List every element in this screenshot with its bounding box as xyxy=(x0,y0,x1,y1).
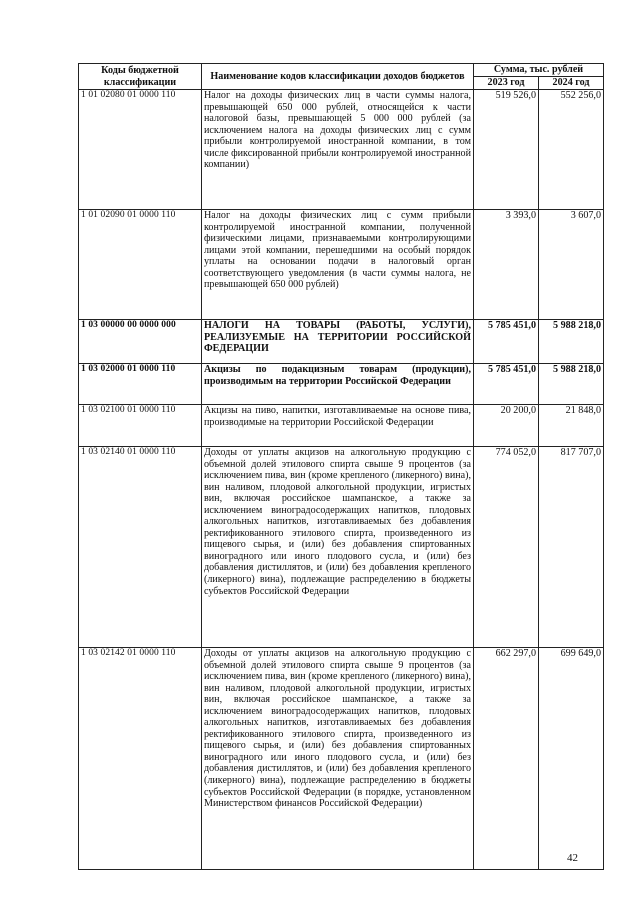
header-year-2024: 2024 год xyxy=(539,77,604,90)
row-code: 1 01 02080 01 0000 110 xyxy=(79,90,202,210)
row-amount-2024: 5 988 218,0 xyxy=(539,364,604,405)
table-row xyxy=(79,405,604,447)
header-year-2023: 2023 год xyxy=(474,77,539,90)
row-amount-2023: 5 785 451,0 xyxy=(474,320,539,364)
row-code: 1 03 02140 01 0000 110 xyxy=(79,447,202,648)
row-amount-2024: 699 649,0 xyxy=(539,648,604,870)
row-amount-2023: 20 200,0 xyxy=(474,405,539,447)
row-code: 1 03 00000 00 0000 000 xyxy=(79,320,202,364)
budget-revenue-table xyxy=(78,63,604,870)
table-row xyxy=(79,648,604,870)
row-amount-2024: 817 707,0 xyxy=(539,447,604,648)
row-name: Доходы от уплаты акцизов на алкогольную продукцию с объемной долей этилового спирта свыше 9 процентов (за исключением пива, вин (кроме крепленого (ликерного) вина), вин наливом, плодовой алкогольной продукции, игристых вин, включая российское шампанское, а также за исключением виноградосодержащих напитков, плодовых алкогольных напитков, изготавливаемых без добавления ректификованного этилового спирта, произведенного из пищевого сырья, и (или) без добавления спиртованных виноградного или иного плодового сусла, и (или) без добавления дистиллятов, и (или) без добавления крепленого (ликерного) вина), подлежащие распределению в бюджеты субъектов Российской Федерации (в порядке, установленном Министерством финансов Российской Федерации) xyxy=(202,648,474,870)
row-amount-2023: 3 393,0 xyxy=(474,210,539,320)
row-amount-2023: 774 052,0 xyxy=(474,447,539,648)
header-names: Наименование кодов классификации доходов бюджетов xyxy=(202,64,474,90)
table-row xyxy=(79,90,604,210)
table-row xyxy=(79,210,604,320)
row-name: Налог на доходы физических лиц с сумм прибыли контролируемой иностранной компании, полученной физическими лицами, признаваемыми контролирующими лицами этой компании, перешедшими на особый порядок уплаты на основании подачи в налоговый орган соответствующего уведомления (в части суммы налога, не превышающей 650 000 рублей) xyxy=(202,210,474,320)
row-name: Налог на доходы физических лиц в части суммы налога, превышающей 650 000 рублей, относящейся к части налоговой базы, превышающей 5 000 000 рублей (за исключением налога на доходы физических лиц с сумм прибыли контролируемой иностранной компании, в том числе фиксированной прибыли контролируемой иностранной компании) xyxy=(202,90,474,210)
row-amount-2024: 3 607,0 xyxy=(539,210,604,320)
table-row xyxy=(79,320,604,364)
row-amount-2024: 5 988 218,0 xyxy=(539,320,604,364)
row-code: 1 03 02100 01 0000 110 xyxy=(79,405,202,447)
row-name: НАЛОГИ НА ТОВАРЫ (РАБОТЫ, УСЛУГИ), РЕАЛИЗУЕМЫЕ НА ТЕРРИТОРИИ РОССИЙСКОЙ ФЕДЕРАЦИИ xyxy=(202,320,474,364)
page-number: 42 xyxy=(567,852,578,864)
row-code: 1 03 02000 01 0000 110 xyxy=(79,364,202,405)
header-codes: Коды бюджетной классификации xyxy=(79,64,202,90)
row-name: Акцизы по подакцизным товарам (продукции), производимым на территории Российской Федерации xyxy=(202,364,474,405)
row-amount-2023: 519 526,0 xyxy=(474,90,539,210)
row-amount-2024: 552 256,0 xyxy=(539,90,604,210)
row-amount-2023: 5 785 451,0 xyxy=(474,364,539,405)
row-name: Доходы от уплаты акцизов на алкогольную продукцию с объемной долей этилового спирта свыше 9 процентов (за исключением пива, вин (кроме крепленого (ликерного) вина), вин наливом, плодовой алкогольной продукции, игристых вин, включая российское шампанское, а также за исключением виноградосодержащих напитков, плодовых алкогольных напитков, изготавливаемых без добавления ректификованного этилового спирта, произведенного из пищевого сырья, и (или) без добавления спиртованных виноградного или иного плодового сусла, и (или) без добавления дистиллятов, и (или) без добавления крепленого (ликерного) вина), подлежащие распределению в бюджеты субъектов Российской Федерации xyxy=(202,447,474,648)
header-sum: Сумма, тыс. рублей xyxy=(474,64,604,77)
row-code: 1 01 02090 01 0000 110 xyxy=(79,210,202,320)
row-code: 1 03 02142 01 0000 110 xyxy=(79,648,202,870)
table-row xyxy=(79,364,604,405)
row-amount-2024: 21 848,0 xyxy=(539,405,604,447)
row-amount-2023: 662 297,0 xyxy=(474,648,539,870)
table-header-row xyxy=(79,64,604,77)
table-row xyxy=(79,447,604,648)
row-name: Акцизы на пиво, напитки, изготавливаемые на основе пива, производимые на территории Российской Федерации xyxy=(202,405,474,447)
